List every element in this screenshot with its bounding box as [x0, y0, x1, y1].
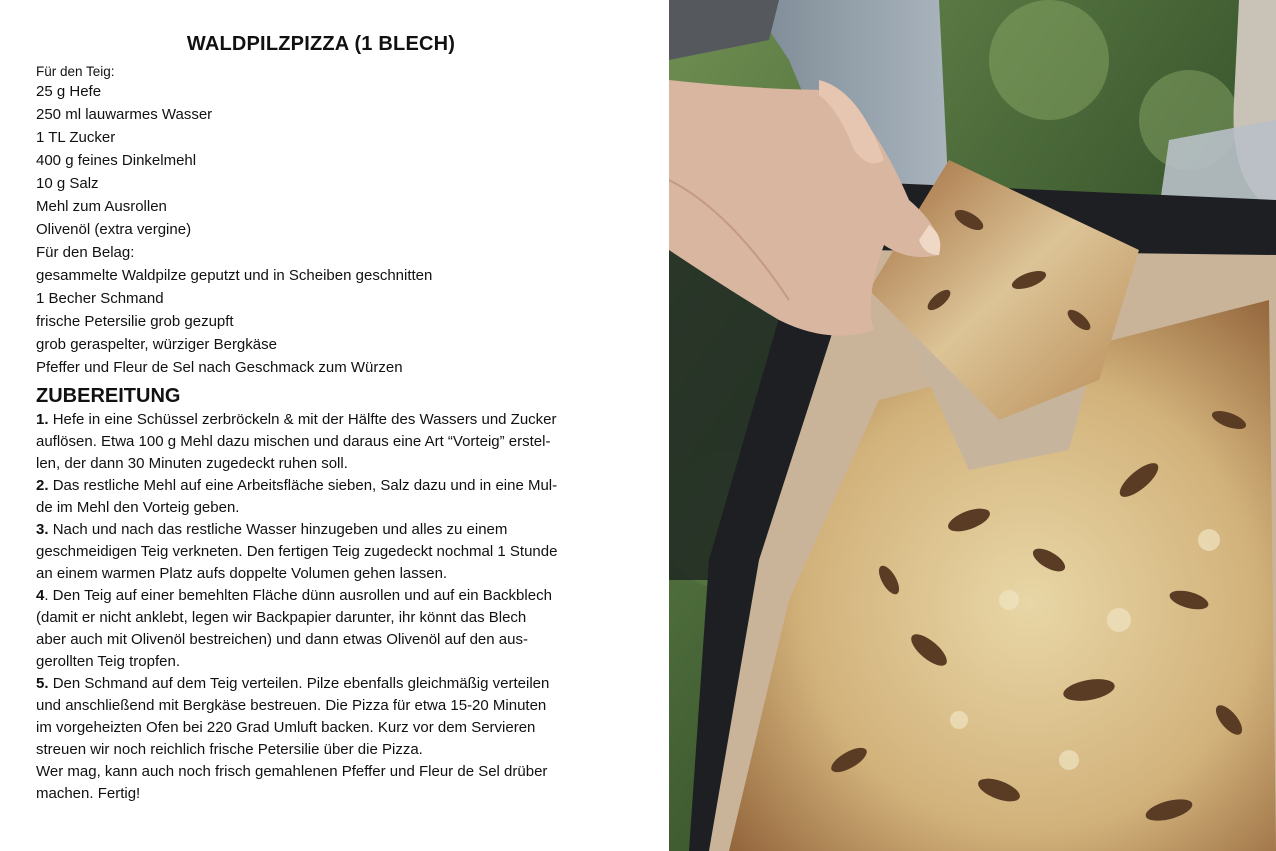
pizza-photo [669, 0, 1276, 851]
closing-note [36, 761, 606, 805]
ingredient-item: 1 Becher Schmand [36, 290, 164, 307]
step-number: 4 [36, 587, 45, 604]
ingredient-item: frische Petersilie grob gezupft [36, 313, 234, 330]
step-line: . Den Teig auf einer bemehlten Fläche dünn ausrollen und auf ein Backblech [44, 587, 552, 604]
method-steps [36, 409, 606, 805]
step-line: Das restliche Mehl auf eine Arbeitsfläche sieben, Salz dazu und in eine Mul- [52, 477, 558, 494]
step-2 [36, 475, 606, 519]
ingredient-item: gesammelte Waldpilze geputzt und in Scheiben geschnitten [36, 267, 433, 284]
ingredient-item: 10 g Salz [36, 175, 99, 192]
step-line: gerollten Teig tropfen. [36, 653, 180, 670]
ingredient-item: Olivenöl (extra vergine) [36, 221, 192, 238]
recipe-text [36, 30, 636, 805]
step-1 [36, 409, 606, 475]
dough-list [36, 80, 636, 379]
step-line: im vorgeheizten Ofen bei 220 Grad Umluft backen. Kurz vor dem Servieren [36, 719, 536, 736]
step-line: (damit er nicht anklebt, legen wir Backpapier darunter, ihr könnt das Blech [36, 609, 527, 626]
ingredient-item: 25 g Hefe [36, 83, 102, 100]
ingredient-item: grob geraspelter, würziger Bergkäse [36, 336, 277, 353]
closing-line: Wer mag, kann auch noch frisch gemahlenen Pfeffer und Fleur de Sel drüber [36, 763, 548, 780]
step-3 [36, 519, 606, 585]
step-line: Hefe in eine Schüssel zerbröckeln & mit der Hälfte des Wassers und Zucker [52, 411, 557, 428]
step-line: an einem warmen Platz aufs doppelte Volumen gehen lassen. [36, 565, 448, 582]
ingredient-item: Pfeffer und Fleur de Sel nach Geschmack zum Würzen [36, 359, 403, 376]
step-number: 3. [36, 521, 49, 538]
step-number: 2. [36, 477, 49, 494]
step-line: Nach und nach das restliche Wasser hinzugeben und alles zu einem [52, 521, 508, 538]
ingredient-item: Mehl zum Ausrollen [36, 198, 167, 215]
step-line: und anschließend mit Bergkäse bestreuen. Die Pizza für etwa 15-20 Minuten [36, 697, 547, 714]
step-4 [36, 585, 606, 673]
step-number: 5. [36, 675, 49, 692]
closing-line: machen. Fertig! [36, 785, 141, 802]
step-line: aber auch mit Olivenöl bestreichen) und dann etwas Olivenöl auf den aus- [36, 631, 528, 648]
dough-heading: Für den Teig: [36, 64, 115, 79]
step-number: 1. [36, 411, 49, 428]
step-line: streuen wir noch reichlich frische Petersilie über die Pizza. [36, 741, 423, 758]
step-line: len, der dann 30 Minuten zugedeckt ruhen soll. [36, 455, 348, 472]
ingredient-item: 250 ml lauwarmes Wasser [36, 106, 213, 123]
step-line: Den Schmand auf dem Teig verteilen. Pilze ebenfalls gleichmäßig verteilen [52, 675, 550, 692]
step-line: auflösen. Etwa 100 g Mehl dazu mischen und daraus eine Art “Vorteig” erstel- [36, 433, 551, 450]
ingredient-item: 1 TL Zucker [36, 129, 116, 146]
step-5 [36, 673, 606, 761]
step-line: geschmeidigen Teig verkneten. Den fertigen Teig zugedeckt nochmal 1 Stunde [36, 543, 558, 560]
ingredient-item: 400 g feines Dinkelmehl [36, 152, 197, 169]
pizza-photo-illustration [669, 0, 1276, 851]
topping-heading: Für den Belag: [36, 244, 135, 261]
recipe-title: WALDPILZPIZZA (1 BLECH) [186, 33, 456, 55]
step-line: de im Mehl den Vorteig geben. [36, 499, 240, 516]
method-heading: ZUBEREITUNG [36, 385, 181, 407]
